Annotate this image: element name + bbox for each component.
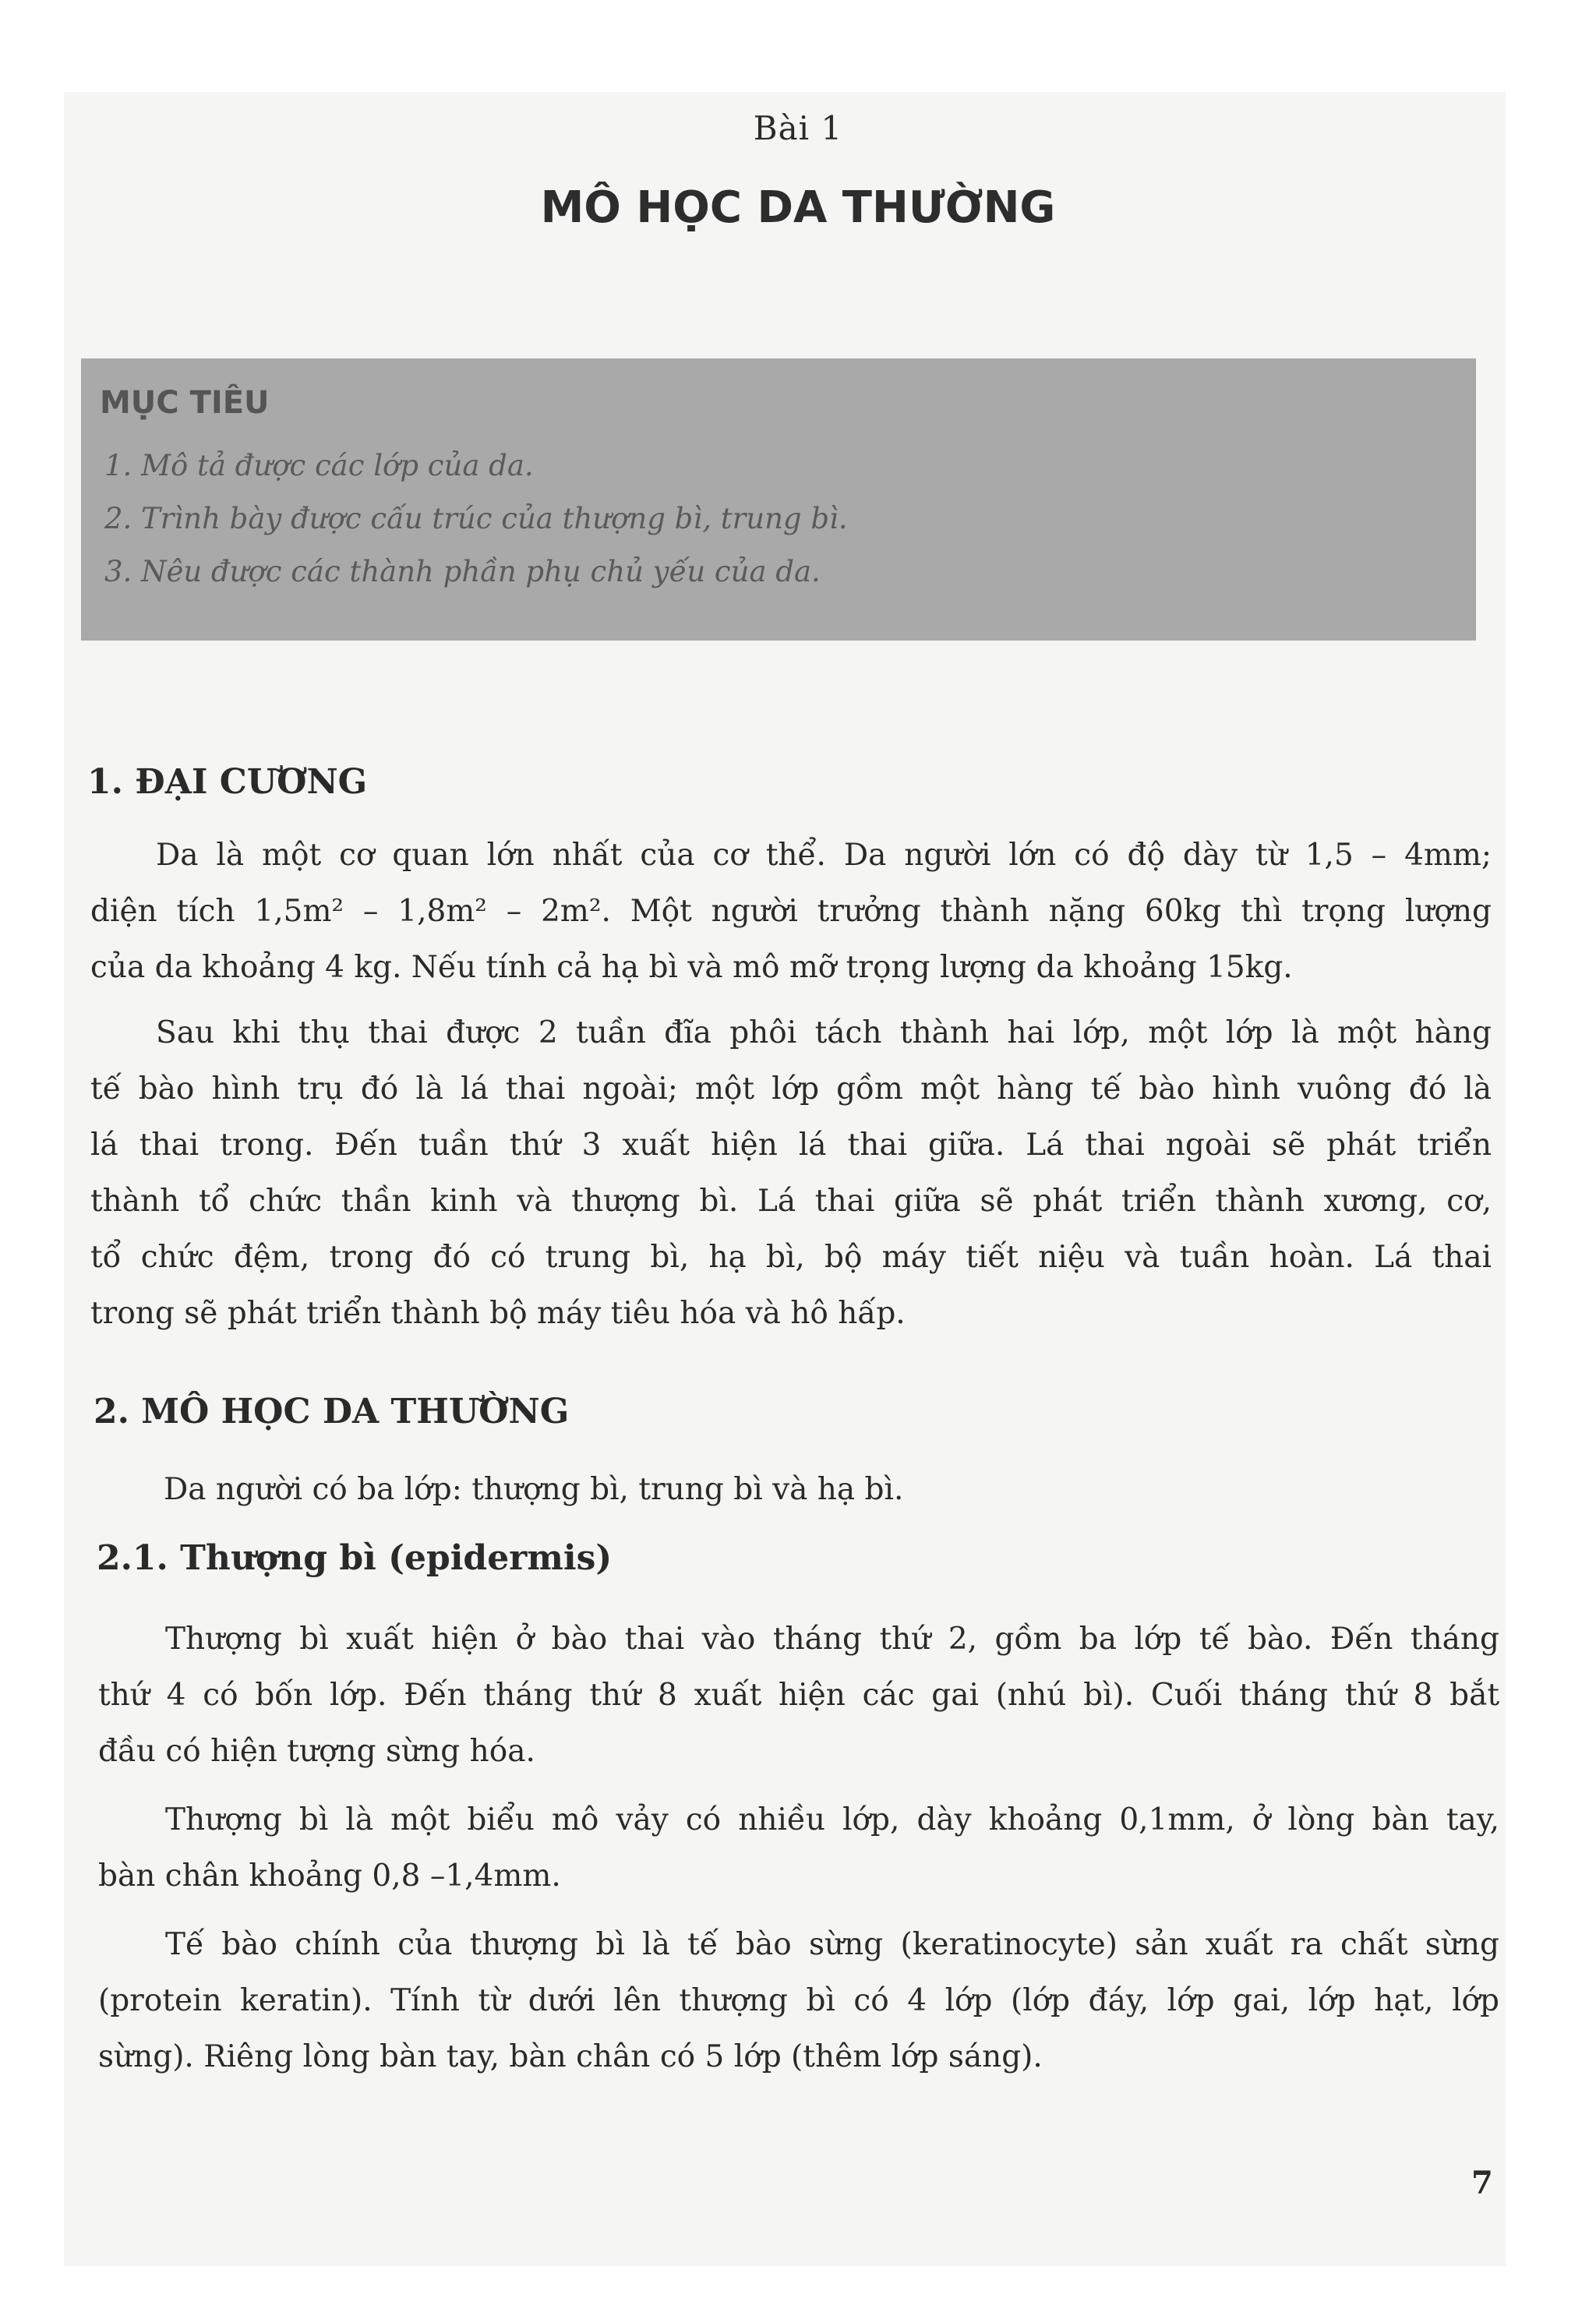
text-line: trong sẽ phát triển thành bộ máy tiêu hóa và hô hấp. [90, 1296, 906, 1331]
text-line: Tế bào chính của thượng bì là tế bào sừng (keratinocyte) sản xuất ra chất sừng [165, 1927, 1499, 1962]
text-line: (protein keratin). Tính từ dưới lên thượng bì có 4 lớp (lớp đáy, lớp gai, lớp hạt, lớp [98, 1983, 1499, 2018]
text-line: Da là một cơ quan lớn nhất của cơ thể. Da người lớn có độ dày từ 1,5 – 4mm; [156, 838, 1492, 873]
text-line: thành tổ chức thần kinh và thượng bì. Lá thai giữa sẽ phát triển thành xương, cơ, [90, 1184, 1492, 1219]
text-line: lá thai trong. Đến tuần thứ 3 xuất hiện lá thai giữa. Lá thai ngoài sẽ phát triển [90, 1128, 1492, 1163]
section-heading-general: 1. ĐẠI CƯƠNG [87, 762, 368, 802]
lesson-number: Bài 1 [753, 109, 843, 147]
section-heading-histology: 2. MÔ HỌC DA THƯỜNG [94, 1392, 570, 1431]
text-line: tế bào hình trụ đó là lá thai ngoài; một lớp gồm một hàng tế bào hình vuông đó là [90, 1071, 1492, 1107]
text-line: bàn chân khoảng 0,8 –1,4mm. [98, 1858, 561, 1894]
subsection-heading-epidermis: 2.1. Thượng bì (epidermis) [97, 1538, 613, 1578]
page-number: 7 [1471, 2165, 1493, 2201]
text-line: thứ 4 có bốn lớp. Đến tháng thứ 8 xuất hiện các gai (nhú bì). Cuối tháng thứ 8 bắt [98, 1678, 1499, 1713]
paragraph-epidermis-2 [98, 1792, 1499, 1904]
text-line: Sau khi thụ thai được 2 tuần đĩa phôi tách thành hai lớp, một lớp là một hàng [156, 1015, 1492, 1050]
objectives-box [81, 358, 1476, 641]
objective-item: 3. Nêu được các thành phần phụ chủ yếu của da. [104, 555, 821, 588]
text-line: đầu có hiện tượng sừng hóa. [98, 1734, 535, 1769]
text-line: Thượng bì xuất hiện ở bào thai vào tháng thứ 2, gồm ba lớp tế bào. Đến tháng [165, 1622, 1499, 1657]
text-line: diện tích 1,5m² – 1,8m² – 2m². Một người trưởng thành nặng 60kg thì trọng lượng [90, 894, 1492, 929]
objective-item: 1. Mô tả được các lớp của da. [104, 449, 534, 482]
paragraph-epidermis-1 [98, 1611, 1499, 1780]
text-line: sừng). Riêng lòng bàn tay, bàn chân có 5 lớp (thêm lớp sáng). [98, 2039, 1043, 2074]
text-line: Thượng bì là một biểu mô vảy có nhiều lớp, dày khoảng 0,1mm, ở lòng bàn tay, [165, 1802, 1499, 1837]
text-line: của da khoảng 4 kg. Nếu tính cả hạ bì và mô mỡ trọng lượng da khoảng 15kg. [90, 950, 1293, 985]
paragraph-general-2 [90, 1005, 1492, 1342]
paragraph-general-1 [90, 828, 1492, 996]
paragraph-histology-intro [164, 1462, 1411, 1518]
text-line: Da người có ba lớp: thượng bì, trung bì và hạ bì. [164, 1472, 904, 1507]
lesson-title: MÔ HỌC DA THƯỜNG [540, 182, 1056, 233]
text-line: tổ chức đệm, trong đó có trung bì, hạ bì, bộ máy tiết niệu và tuần hoàn. Lá thai [90, 1240, 1492, 1275]
objective-item: 2. Trình bày được cấu trúc của thượng bì, trung bì. [104, 502, 848, 535]
objectives-title: MỤC TIÊU [100, 385, 270, 421]
paragraph-epidermis-3 [98, 1917, 1499, 2085]
